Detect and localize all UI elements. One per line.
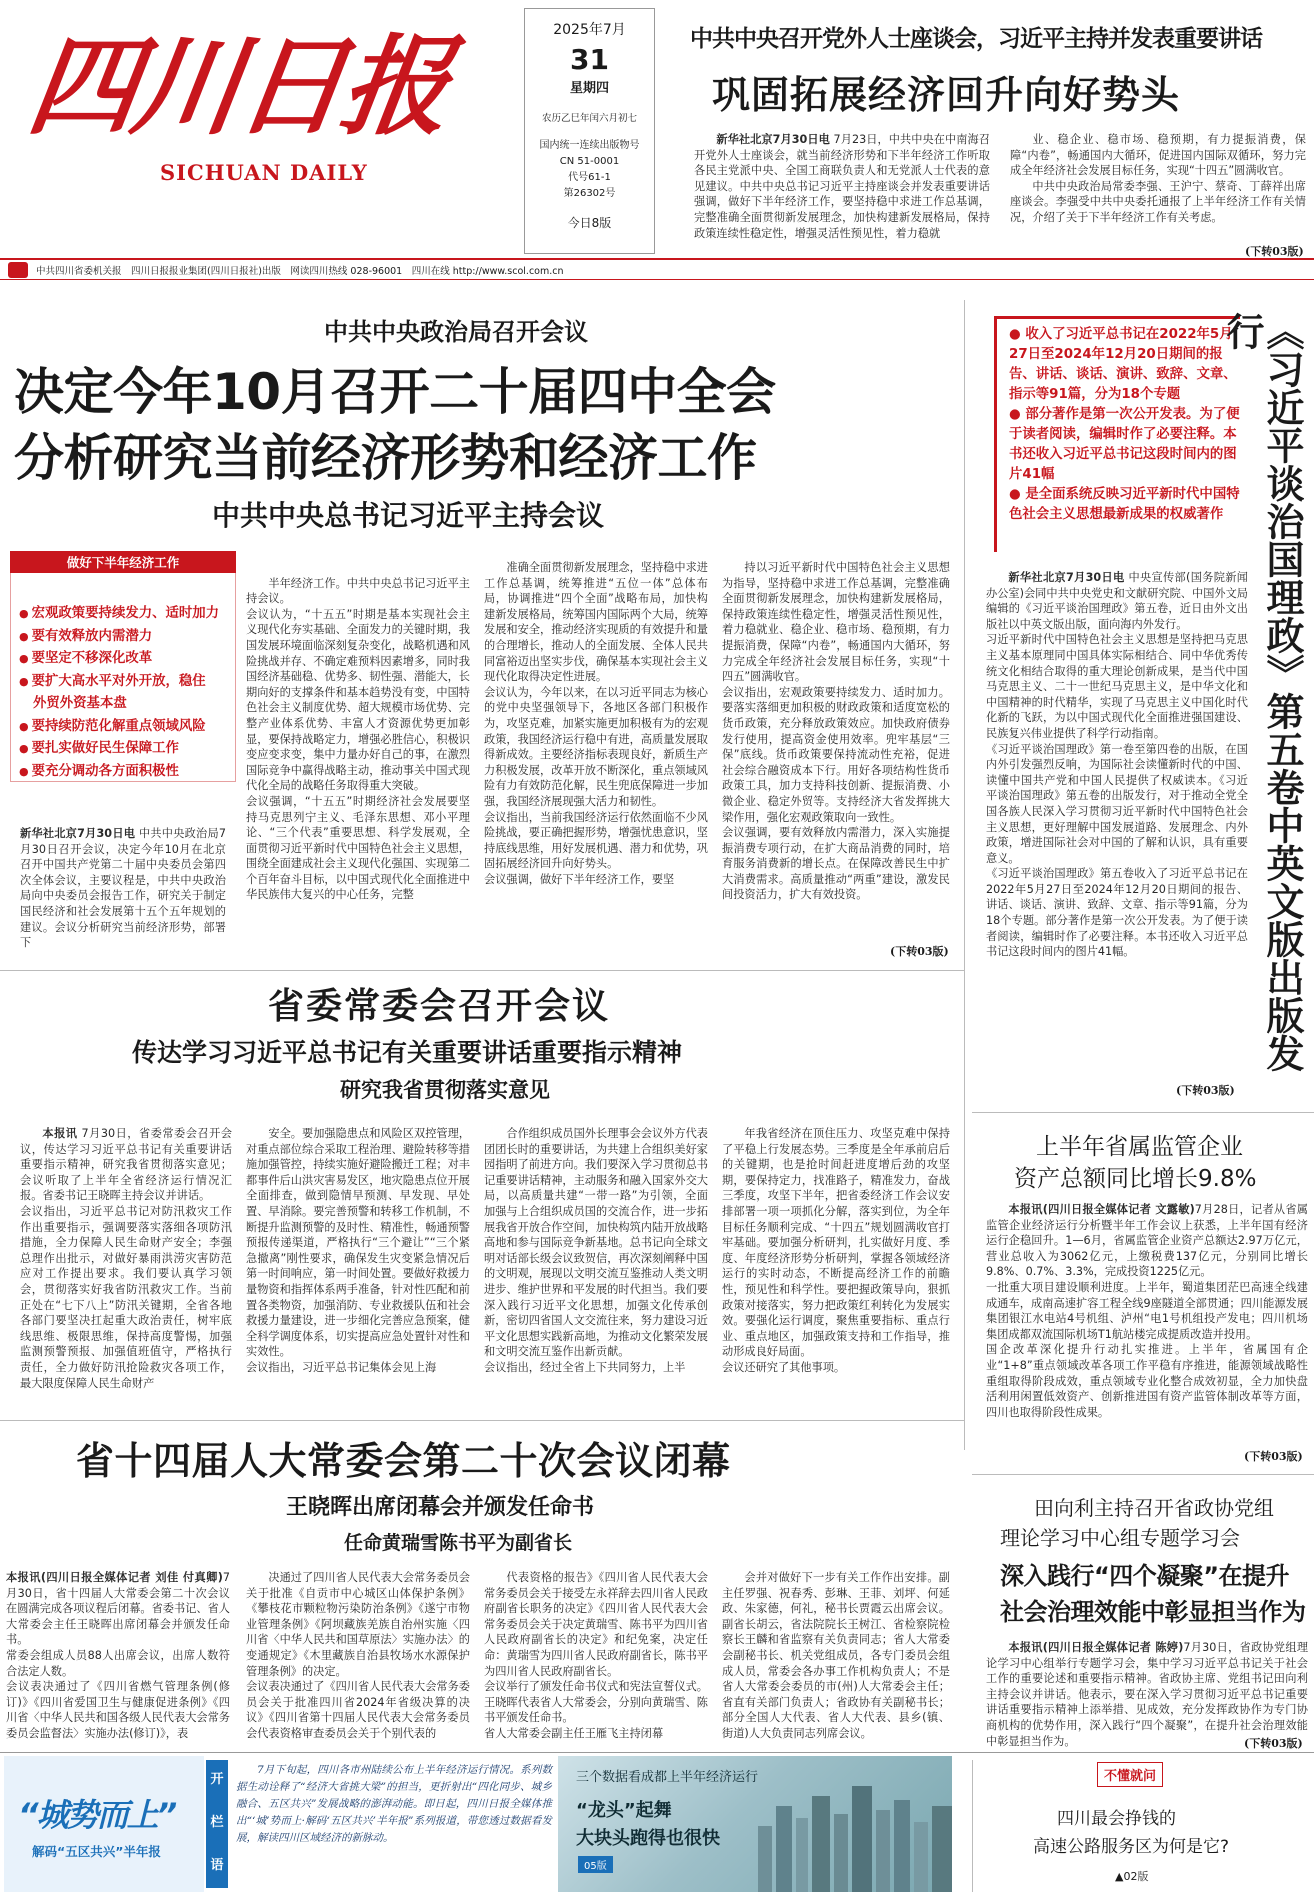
sidebar-item: ● 要坚定不移深化改革 (19, 648, 219, 671)
promo-tag-char: 开 (210, 1772, 224, 1787)
book-highlight-3: ● 是全面系统反映习近平新时代中国特色社会主义思想最新成果的权威著作 (1009, 487, 1240, 522)
date-lunar: 农历乙巳年闰六月初七 (541, 113, 637, 124)
provincial-col4-text: 年我省经济在顶住压力、攻坚克难中保持了平稳上行发展态势。三季度是全年承前启后的关键期，也是抢时间赶进度增后劲的攻坚期，要保持定力，找准路子，精准发力，奋战三季度，攻坚下半年，把省委经济工作会议安排部署一项一项抓化分解，落实到位，为全年目标任务顺利完成、“十四五”规划圆满收官打牢基础。要加强分析研判，扎实做好月度、季度、年度经济形势分析研判，掌握各领域经济运行的实时动态，不断提高经济工作的前瞻性，预见性和科学性。要把握政策导向，狠抓政策对接落实，努力把政策红利转化为发展实效。要强化运行调度，聚焦重要指标、重点行业、重点地区，加强政策支持和工作指导，推动形成良好局面。 会议还研究了其他事项。 (722, 1127, 950, 1374)
date-year-month: 2025年7月 (553, 22, 626, 38)
lead-col1-text: 中共中央政治局7月30日召开会议，决定今年10月在北京召开中国共产党第二十届中央委员会第四次全体会议，主要议程是，中共中央政治局向中央委员会报告工作，研究关于制定国民经济和社会发展第十五个五年规划的建议。会议分析研究当前经济形势，部署下 (20, 827, 226, 950)
soe-body (986, 1202, 1308, 1454)
lead-turn: (下转03版) (890, 945, 949, 958)
soe-title-line2: 资产总额同比增长9.8% (1014, 1166, 1257, 1192)
npc-col4-text: 会并对做好下一步有关工作作出安排。副主任罗强、祝春秀、彭琳、王菲、刘坪、何延政、朱家德，何礼，秘书长贾霞云出席会议。副省长胡云，省法院院长王树江、省检察院检察长王麟和省监察有关负责同志；省人大常委会副秘书长、机关党组成员，各专门委员会组成人员，常委会各办事工作机构负责人；不是省人大常委会委员的市(州)人大常委会主任；省直有关部门负责人；省政协有关副秘书长；部分全国人大代表、省人大代表、县乡(镇、街道)人大负责同志列席会议。 (722, 1571, 950, 1740)
cppcc-kicker-line1: 田向利主持召开省政协党组 (1034, 1496, 1274, 1520)
soe-turn: (下转03版) (1244, 1450, 1303, 1463)
lead-col3 (484, 560, 708, 958)
sidebar-item: ● 要持续防范化解重点领域风险 (19, 716, 219, 739)
promo-tag (206, 1760, 228, 1888)
issue-line-4: 第26302号 (563, 188, 616, 199)
cppcc-title-line2: 社会治理效能中彰显担当作为 (1000, 1598, 1306, 1626)
book-dateline: 新华社北京7月30日电 (1008, 571, 1125, 584)
provincial-title: 省委常委会召开会议 (268, 986, 611, 1027)
feature-page: 05版 (578, 1856, 613, 1873)
top-story-turn: (下转03版) (1245, 245, 1304, 258)
npc-subtitle1: 王晓晖出席闭幕会并颁发任命书 (286, 1494, 595, 1520)
lead-sidebar-title: 做好下半年经济工作 (10, 551, 236, 573)
promo-banner[interactable] (4, 1756, 204, 1892)
npc-subtitle2: 任命黄瑞雪陈书平为副省长 (344, 1532, 573, 1554)
feature-kicker: 三个数据看成都上半年经济运行 (576, 1770, 759, 1785)
cppcc-body-text: 7月30日，省政协党组理论学习中心组举行专题学习会，集中学习习近平总书记关于社会工作的重要论述和重要指示精神。省政协主席、党组书记田向利主持会议并讲话。他表示，要在深入学习贯彻习近平总书记重要讲话重要指示精神上添举措、见成效，充分发挥政协作为专门协商机构的优势作用，深入践行“四个凝聚”，在提升社会治理效能中彰显担当作为。 (986, 1641, 1309, 1748)
lead-col2 (246, 560, 470, 958)
top-story-col1-text: 7月23日，中共中央在中南海召开党外人士座谈会，就当前经济形势和下半年经济工作听取各民主党派中央、全国工商联负责人和无党派人士代表的意见建议。中共中央总书记习近平主持座谈会并发表重要讲话强调，做好下半年经济工作，要坚持稳中求进工作总基调，完整准确全面贯彻新发展理念，加快构建新发展格局，保持政策连续性稳定性，增强灵活性预见性，着力稳就 (694, 133, 990, 240)
sidebar-item: ● 要有效释放内需潜力 (19, 626, 219, 649)
top-story-col2 (1010, 132, 1306, 240)
provincial-col1 (20, 1126, 232, 1412)
feature-title-line2: 大块头跑得也很快 (576, 1828, 720, 1849)
lead-col1 (20, 826, 226, 958)
npc-title: 省十四届人大常委会第二十次会议闭幕 (76, 1439, 731, 1483)
top-story-col1 (694, 132, 990, 260)
promo-tag-char: 语 (210, 1858, 224, 1873)
soe-dateline: 本报讯(四川日报全媒体记者 文露敏) (1008, 1203, 1195, 1216)
lead-col4 (722, 560, 950, 944)
issue-line-3: 代号61-1 (568, 172, 611, 183)
question-page: ▲02版 (1115, 1870, 1149, 1883)
top-story-title: 巩固拓展经济回升向好势头 (712, 73, 1181, 117)
book-highlight-2: ● 部分著作是第一次公开发表。为了便于读者阅读，编辑时作了必要注释。本书还收入习近平总书记这段时间内的图片41幅 (1009, 407, 1240, 482)
book-highlight-1: ● 收入了习近平总书记在2022年5月27日至2024年12月20日期间的报告、讲话、谈话、演讲、致辞、文章、指示等91篇，分为18个专题 (1009, 327, 1237, 402)
masthead-logo (21, 12, 455, 192)
date-day: 31 (570, 43, 609, 76)
promo-tag-char: 栏 (210, 1815, 224, 1830)
provincial-subtitle2: 研究我省贯彻落实意见 (340, 1077, 550, 1102)
issue-line-2: CN 51-0001 (559, 156, 620, 167)
soe-title-line1: 上半年省属监管企业 (1036, 1134, 1243, 1160)
npc-col2-text: 决通过了四川省人民代表大会常务委员会关于批准《自贡市中心城区山体保护条例》《攀枝花市颗粒物污染防治条例》《遂宁市物业管理条例》《阿坝藏族羌族自治州实施〈四川省〈中华人民共和国草原法〉实施办法〉的变通规定》《木里藏族自治县牧场水水源保护管理条例》的决定。 会议表决通过了《四川省人民代表大会常务委员会关于批准四川省2024年省级决算的决议》《四川省第十四届人民代表大会常务委员会代表资格审查委员会关于个别代表的 (246, 1571, 470, 1740)
provincial-dateline: 本报讯 (42, 1127, 78, 1140)
lead-col3-text: 准确全面贯彻新发展理念，坚持稳中求进工作总基调，统筹推进“五位一体”总体布局，协调推进“四个全面”战略布局，加快构建新发展格局，统筹国内国际两个大局，统筹发展和安全，推动经济实现质的有效提升和量的合理增长，推动人的全面发展、全体人民共同富裕迈出坚实步伐，确保基本实现社会主义现代化取得决定性进展。 会议认为，今年以来，在以习近平同志为核心的党中央坚强领导下，各地区各部门积极作为，攻坚克难，加紧实施更加积极有为的宏观政策，我国经济运行稳中有进，高质量发展取得新成效。主要经济指标表现良好，新质生产力积极发展，改革开放不断深化，重点领域风险有力有效防范化解，民生兜底保障进一步加强，我国经济展现强大活力和韧性。 会议指出，当前我国经济运行依然面临不少风险挑战，要正确把握形势，增强忧患意识，坚持底线思维，用好发展机遇、潜力和优势，巩固拓展经济回升向好势头。 会议强调，做好下半年经济工作，要坚 (484, 561, 708, 886)
top-story-dateline: 新华社北京7月30日电 (716, 133, 830, 146)
sidebar-item: ● 要扎实做好民生保障工作 (19, 738, 219, 761)
date-weekday: 星期四 (569, 81, 609, 96)
npc-col1 (6, 1570, 230, 1740)
question-box[interactable] (972, 1760, 1310, 1892)
lead-title-line1: 决定今年10月召开二十届四中全会 (14, 363, 776, 421)
provincial-col2-text: 安全。要加强隐患点和风险区双控管理，对重点部位综合采取工程治理、避险转移等措施加强管控，持续实施好避险搬迁工程；对丰都事件后山洪灾害易发区，地灾隐患点位开展全面排查，做到隐情早预测、早发现、早处置、早消除。要完善预警和转移工作机制，不断提升监测预警的及时性、精准性，畅通预警预报传递渠道，严格执行“三个避让”“三个紧急撤离”刚性要求，确保发生灾变紧急情况后第一时间响应，第一时间处置。要做好救援力量物资和指挥体系两手准备，针对性匹配和前置各类物资，加强消防、专业救援队伍和社会救援力量建设，进一步细化完善应急预案，健全科学调度体系，切实提高应急处置针对性和实效性。 会议指出，习近平总书记集体会见上海 (246, 1127, 470, 1374)
lead-col4-text: 持以习近平新时代中国特色社会主义思想为指导，坚持稳中求进工作总基调，完整准确全面贯彻新发展理念，加快构建新发展格局，保持政策连续性稳定性，增强灵活性预见性，着力稳就业、稳企业、稳市场、稳预期，有力提振消费，保障“内卷”，畅通国内大循环，努力完成全年经济社会发展目标任务，实现“十四五”圆满收官。 会议指出，宏观政策要持续发力、适时加力。要落实落细更加积极的财政政策和适度宽松的货币政策，充分释放政策效应。加快政府债券发行使用，提高资金使用效率。兜牢基层“三保”底线。货币政策要保持流动性充裕，促进社会综合融资成本下行。用好各项结构性货币政策工具，加力支持科技创新、提振消费、小微企业、稳定外贸等。支持经济大省发挥挑大梁作用，强化宏观政策取向一致性。 会议强调，要有效释放内需潜力，深入实施提振消费专项行动，在扩大商品消费的同时，培育服务消费新的增长点。在保障改善民生中扩大消费需求。高质量推动“两重”建设，激发民间投资活力，扩大有效投资。 (722, 561, 950, 902)
npc-col3 (484, 1570, 708, 1740)
top-story-kicker: 中共中央召开党外人士座谈会，习近平主持并发表重要讲话 (690, 25, 1262, 52)
lead-subtitle: 中共中央总书记习近平主持会议 (212, 499, 605, 532)
soe-body-text: 7月28日，记者从省属监管企业经济运行分析暨半年工作会议上获悉，上半年国有经济运行企稳回升。1—6月，省属监管企业资产总额达2.97万亿元，营业总收入为3062亿元，上缴税费137亿元，分别同比增长9.8%、0.7%、3.3%，完成投资1225亿元。 一批重大项目建设顺利进度。上半年，蜀道集团茫巴高速全线建成通车，成南高速扩容工程全线9座隧道全部贯通；四川能源发展集团银江水电站4号机组、泸州“电1号机组投产发电；四川机场集团成都双流国际机场T1航站楼完成提质改造并投用。 国企改革深化提升行动扎实推进。上半年，省属国有企业“1+8”重点领域改革各项工作平稳有序推进，能源领域战略性重组取得阶段成效，重点领域专业化整合成效初显，全力加快盘活利用闲置低效资产、创新推进国有资产监管体制改革等方面，四川也取得阶段性成果。 (986, 1203, 1308, 1419)
top-story-col2-text: 业、稳企业、稳市场、稳预期，有力提振消费，保障“内卷”，畅通国内大循环，促进国内国际双循环，努力完成全年经济社会发展目标任务，实现“十四五”圆满收官。 (1010, 133, 1306, 178)
cppcc-title-line1: 深入践行“四个凝聚”在提升 (1000, 1562, 1290, 1590)
issue-line-1: 国内统一连续出版物号 (539, 140, 640, 151)
promo-title: “城势而上” (18, 1796, 176, 1834)
info-bar-icon (8, 262, 28, 278)
npc-col3-text: 代表资格的报告》《四川省人民代表大会常务委员会关于接受左永祥辞去四川省人民政府副省长职务的决定》《四川省人民代表大会常务委员会关于决定黄瑞雪、陈书平为四川省人民政府副省长的决定》和纪免案，决定任命：黄瑞雪为四川省人民政府副省长，陈书平为四川省人民政府副省长。 会议举行了颁发任命书仪式和宪法宣誓仪式。王晓晖代表省人大常委会，分别向黄瑞雪、陈书平颁发任命书。 省人大常委会副主任王雁飞主持闭幕 (484, 1571, 708, 1740)
provincial-col3-text: 合作组织成员国外长理事会会议外方代表团团长时的重要讲话，为共建上合组织美好家园指明了前进方向。我们要深入学习贯彻总书记重要讲话精神，主动服务和融入国家外交大局，以高质量共建“一带一路”为引领，全面加强与上合组织成员国的交流合作，进一步拓展我省开放合作空间，加快构筑内陆开放战略高地和参与国际竞争新基地。总书记向全球文明对话部长级会议致贺信，再次深刻阐释中国的文明观，展现以文明交流互鉴推动人类文明进步、维护世界和平发展的时代担当。我们要深入践行习近平文化思想，加强文化传承创新，密切四省国人文交流往来，努力建设习近平文化思想实践新高地，为推动文化繁荣发展和文明交流互鉴作出新贡献。 会议指出，经过全省上下共同努力，上半 (484, 1127, 708, 1374)
provincial-col1-text: 7月30日，省委常委会召开会议，传达学习习近平总书记有关重要讲话重要指示精神，研究我省贯彻落实意见；会议听取了上半年全省经济运行情况汇报。省委书记王晓晖主持会议并讲话。 会议指出，习近平总书记对防汛救灾工作作出重要指示，强调要落实落细各项防汛措施，全力保障人民生命财产安全；李强总理作出批示，对做好暴雨洪涝灾害防范应对工作提出要求。我们要认真学习领会，贯彻落实好我省防汛救灾工作。当前正处在“七下八上”防汛关键期，全省各地各部门要坚决扛起重大政治责任，树牢底线思维、极限思维，保持高度警惕，加强监测预警预报、加强值班值守，严格执行责任，全力做好防汛抢险救灾各项工作，最大限度保障人民生命财产 (20, 1127, 232, 1390)
feature-photo[interactable] (558, 1756, 952, 1892)
lead-sidebar (10, 555, 236, 782)
provincial-col2 (246, 1126, 470, 1412)
book-title: 《习近平谈治国理政》第五卷中英文版出版发行 (1220, 312, 1304, 1072)
book-turn: (下转03版) (1176, 1084, 1235, 1097)
sidebar-item: ● 要扩大高水平对外开放，稳住 (19, 671, 219, 694)
feature-title-line1: “龙头”起舞 (576, 1800, 672, 1821)
provincial-col3 (484, 1126, 708, 1412)
npc-col4 (722, 1570, 950, 1740)
book-body-text: 中央宣传部(国务院新闻办公室)会同中共中央党史和文献研究院、中国外文局编辑的《习近平谈治国理政》第五卷，近日由外文出版社以中英文版出版，面向海内外发行。 习近平新时代中国特色社会主义思想是坚持把马克思主义基本原理同中国具体实际相结合、同中华优秀传统文化相结合取得的重大理论创新成果，是当代中国马克思主义、二十一世纪马克思主义，是中华文化和中国精神的时代精华，实现了马克思主义中国化时代化新的飞跃，为以中国式现代化全面推进强国建设、民族复兴伟业提供了科学行动指南。 《习近平谈治国理政》第一卷至第四卷的出版，在国内外引发强烈反响，为国际社会读懂新时代的中国、读懂中国共产党和中国人民提供了权威读本。《习近平谈治国理政》第五卷的出版发行，对于推动全党全国各族人民深入学习贯彻习近平新时代中国特色社会主义思想，更好理解中国发展道路、发展理念、内外政策，增进国际社会对中国的了解和认识，具有重要意义。 《习近平谈治国理政》第五卷收入了习近平总书记在2022年5月27日至2024年12月20日期间的报告、讲话、谈话、演讲、致辞、文章、指示等91篇，分为18个专题。部分著作是第一次公开发表。为了便于读者阅读，编辑时作了必要注释。本书还收入习近平总书记这段时间内的图片41幅。 (986, 571, 1248, 959)
npc-dateline: 本报讯(四川日报全媒体记者 刘佳 付真卿) (6, 1571, 223, 1584)
column-name: 不懂就问 (1097, 1762, 1163, 1787)
cppcc-kicker-line2: 理论学习中心组专题学习会 (1000, 1526, 1240, 1550)
question-line1: 四川最会挣钱的 (1057, 1809, 1176, 1829)
cppcc-dateline: 本报讯(四川日报全媒体记者 陈婷) (1008, 1641, 1184, 1654)
date-box (524, 8, 655, 254)
book-body (986, 570, 1248, 1094)
sidebar-item: ● 要充分调动各方面积极性 (19, 761, 219, 784)
book-highlights (994, 316, 1240, 552)
npc-col2 (246, 1570, 470, 1740)
provincial-col4 (722, 1126, 950, 1412)
lead-dateline: 新华社北京7月30日电 (20, 827, 136, 840)
lead-kicker: 中共中央政治局召开会议 (324, 317, 588, 346)
lead-col2-text: 半年经济工作。中共中央总书记习近平主持会议。 会议认为，“十五五”时期是基本实现社会主义现代化夯实基础、全面发力的关键时期，我国发展环境面临深刻复杂变化，战略机遇和风险挑战并存、不确定难预料因素增多，同时我国经济基础稳、优势多、韧性强、潜能大，长期向好的支撑条件和基本趋势没有变，中国特色社会主义制度优势、超大规模市场优势、完整产业体系优势、丰富人才资源优势更加彰显，要保持战略定力，增强必胜信心，积极识变应变求变，集中力量办好自己的事，在激烈国际竞争中赢得战略主动，推动事关中国式现代化全局的战略任务取得重大突破。 会议强调，“十五五”时期经济社会发展要坚持马克思列宁主义、毛泽东思想、邓小平理论、“三个代表”重要思想、科学发展观，全面贯彻习近平新时代中国特色社会主义思想，围绕全面建成社会主义现代化强国、实现第二个百年奋斗目标，以中国式现代化全面推进中华民族伟大复兴的中心任务，完整 (246, 576, 470, 902)
promo-text-body: 7月下旬起，四川各市州陆续公布上半年经济运行情况。系列数据生动诠释了“经济大省挑大梁”的担当，更折射出“四化同步、城乡融合、五区共兴”发展战略的澎湃动能。即日起，四川日报全媒体推出“‘城’势而上·解码‘五区共兴’半年报”系列报道，带您透过数据看发展，解读四川区域经济的新脉动。 (236, 1764, 552, 1844)
sidebar-item: ● 宏观政策要持续发力、适时加力 (19, 603, 219, 626)
info-bar-text: 中共四川省委机关报 四川日报报业集团(四川日报社)出版 网读四川热线 028-96001 四川在线 http://www.scol.com.cn (36, 266, 564, 277)
promo-sub: 解码“五区共兴”半年报 (32, 1844, 161, 1859)
info-bar (0, 258, 1314, 280)
top-story-col2b-text: 中共中央政治局常委李强、王沪宁、蔡奇、丁薛祥出席座谈会。李强受中共中央委托通报了上半年经济工作有关情况，介绍了关于下半年经济工作有关考虑。 (1010, 179, 1306, 224)
lead-title-line2: 分析研究当前经济形势和经济工作 (14, 429, 757, 487)
provincial-subtitle1: 传达学习习近平总书记有关重要讲话重要指示精神 (132, 1038, 683, 1067)
question-line2: 高速公路服务区为何是它? (1033, 1837, 1230, 1857)
page-count: 今日8版 (567, 216, 612, 230)
cppcc-turn: (下转03版) (1244, 1737, 1303, 1750)
masthead-name: 四川日报 (21, 24, 455, 150)
npc-col1-text: 7月30日，省十四届人大常委会第二十次会议在圆满完成各项议程后闭幕。省委书记、省人大常委会主任王晓晖出席闭幕会并颁发任命书。 常委会组成人员88人出席会议，出席人数符合法定人数。 会议表决通过了《四川省燃气管理条例(修订)》《四川省爱国卫生与健康促进条例》《四川省〈中华人民共和国各级人民代表大会常务委员会监督法〉实施办法(修订)》，表 (6, 1571, 230, 1740)
masthead-english: SICHUAN DAILY (160, 160, 368, 185)
sidebar-item: 外贸外资基本盘 (33, 696, 127, 711)
promo-text (236, 1762, 552, 1890)
